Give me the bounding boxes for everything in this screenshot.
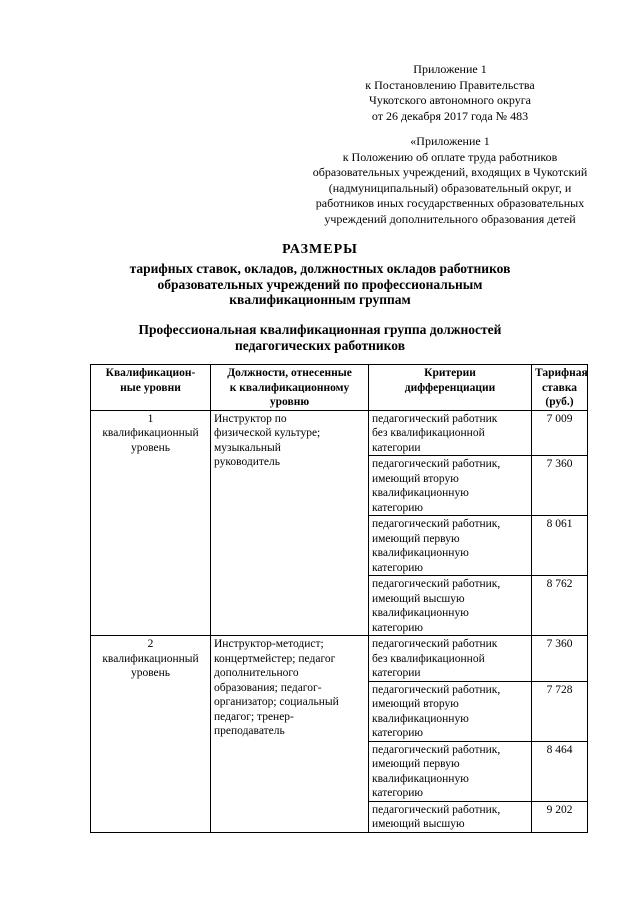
criteria-line: имеющий первую [372,532,460,545]
criteria-line: педагогический работник [372,638,498,650]
section-line: педагогических работников [235,337,405,353]
criteria-line: педагогический работник, [372,518,501,530]
criteria-line: имеющий высшую [372,818,465,830]
position-line: музыкальный [214,441,281,454]
header-positions [211,365,369,411]
criteria-line: без квалификационной [372,427,485,439]
regulation-line: к Положению об оплате труда работников [342,149,558,164]
header-positions-line: к квалификационному [229,381,350,394]
criteria-line: педагогический работник, [372,578,501,590]
position-line: руководитель [214,456,280,468]
regulation-reference [300,134,600,227]
header-level-line: ные уровни [120,381,181,394]
positions-cell [211,636,369,833]
criteria-line: педагогический работник, [372,743,501,756]
position-line: преподаватель [214,725,285,737]
position-line: физической культуре; [214,427,321,439]
criteria-line: без квалификационной [372,652,485,665]
header-criteria-line: дифференциации [404,381,496,394]
appendix-reference [300,62,600,124]
position-line: концертмейстер; педагог [214,652,336,665]
section-heading [120,322,520,353]
header-positions-line: Должности, отнесенные [227,367,352,379]
appendix-line: к Постановлению Правительства [365,77,535,92]
document-title: РАЗМЕРЫ [282,242,358,257]
level-line: квалификационный [102,427,199,439]
tariff-table [90,364,588,833]
appendix-line: Чукотского автономного округа [369,93,531,107]
level-line: 2 [147,638,154,650]
subtitle-line: квалификационным группам [229,292,411,307]
criteria-cell [369,741,532,801]
appendix-line: Приложение 1 [413,62,487,76]
position-line: организатор; социальный [214,696,339,708]
criteria-cell [369,576,532,636]
qualification-level-cell [91,410,211,636]
level-line: уровень [130,667,171,679]
criteria-line: квалификационную [372,772,469,785]
criteria-line: педагогический работник [372,412,498,425]
document-subtitle [120,261,520,308]
criteria-cell [369,636,532,682]
criteria-cell [369,681,532,741]
position-line: образования; педагог- [214,681,322,694]
rate-cell: 8 061 [532,516,588,576]
criteria-line: категорию [372,501,424,514]
header-positions-line: уровню [269,396,310,408]
position-line: Инструктор-методист; [214,638,324,650]
criteria-line: категорию [372,727,424,739]
subtitle-line: образовательных учреждений по профессиональным [157,276,483,292]
rate-cell: 7 360 [532,456,588,516]
header-rate-line: ставка [541,381,578,394]
regulation-line: образовательных учреждений, входящих в Чукотский [312,165,588,179]
criteria-line: категорию [372,787,424,799]
header-rate [532,365,588,411]
criteria-line: категорию [372,621,424,634]
criteria-line: категории [372,441,421,454]
positions-cell [211,410,369,636]
criteria-line: категорию [372,561,424,574]
criteria-line: имеющий высшую [372,592,465,605]
qualification-level-cell [91,636,211,833]
criteria-line: педагогический работник, [372,683,501,696]
criteria-line: имеющий вторую [372,698,459,710]
criteria-cell [369,410,532,456]
header-rate-line: (руб.) [545,396,574,408]
criteria-line: квалификационную [372,487,469,499]
criteria-cell [369,801,532,832]
criteria-cell [369,516,532,576]
section-line: Профессиональная квалификационная группа должностей [138,322,502,337]
level-line: квалификационный [102,652,199,665]
criteria-line: имеющий вторую [372,472,459,485]
criteria-line: квалификационную [372,607,469,619]
regulation-line: работников иных государственных образовательных [315,196,585,210]
rate-cell: 8 464 [532,741,588,801]
header-rate-line: Тарифная [535,367,588,379]
rate-cell: 7 728 [532,681,588,741]
criteria-line: имеющий первую [372,758,460,770]
header-criteria [369,365,532,411]
criteria-line: педагогический работник, [372,803,501,816]
position-line: дополнительного [214,667,299,679]
criteria-line: педагогический работник, [372,458,501,470]
header-level-line: Квалификацион- [105,367,196,379]
table-row [91,410,588,456]
criteria-line: квалификационную [372,547,469,559]
level-line: уровень [130,441,171,454]
table-header-row [91,365,588,411]
header-level [91,365,211,411]
regulation-line: (надмуниципальный) образовательный округ, и [328,180,572,195]
subtitle-line: тарифных ставок, окладов, должностных окладов работников [129,261,511,276]
criteria-line: квалификационную [372,712,469,725]
level-line: 1 [147,412,154,425]
rate-cell: 7 009 [532,410,588,456]
criteria-line: категории [372,667,421,679]
position-line: педагог; тренер- [214,710,294,723]
appendix-line: от 26 декабря 2017 года № 483 [371,108,529,123]
rate-cell: 8 762 [532,576,588,636]
rate-cell: 7 360 [532,636,588,682]
regulation-line: учреждений дополнительного образования детей [324,211,576,226]
table-row [91,636,588,682]
rate-cell: 9 202 [532,801,588,832]
regulation-line: «Приложение 1 [410,134,490,148]
position-line: Инструктор по [214,412,287,425]
criteria-cell [369,456,532,516]
header-criteria-line: Критерии [424,367,476,379]
